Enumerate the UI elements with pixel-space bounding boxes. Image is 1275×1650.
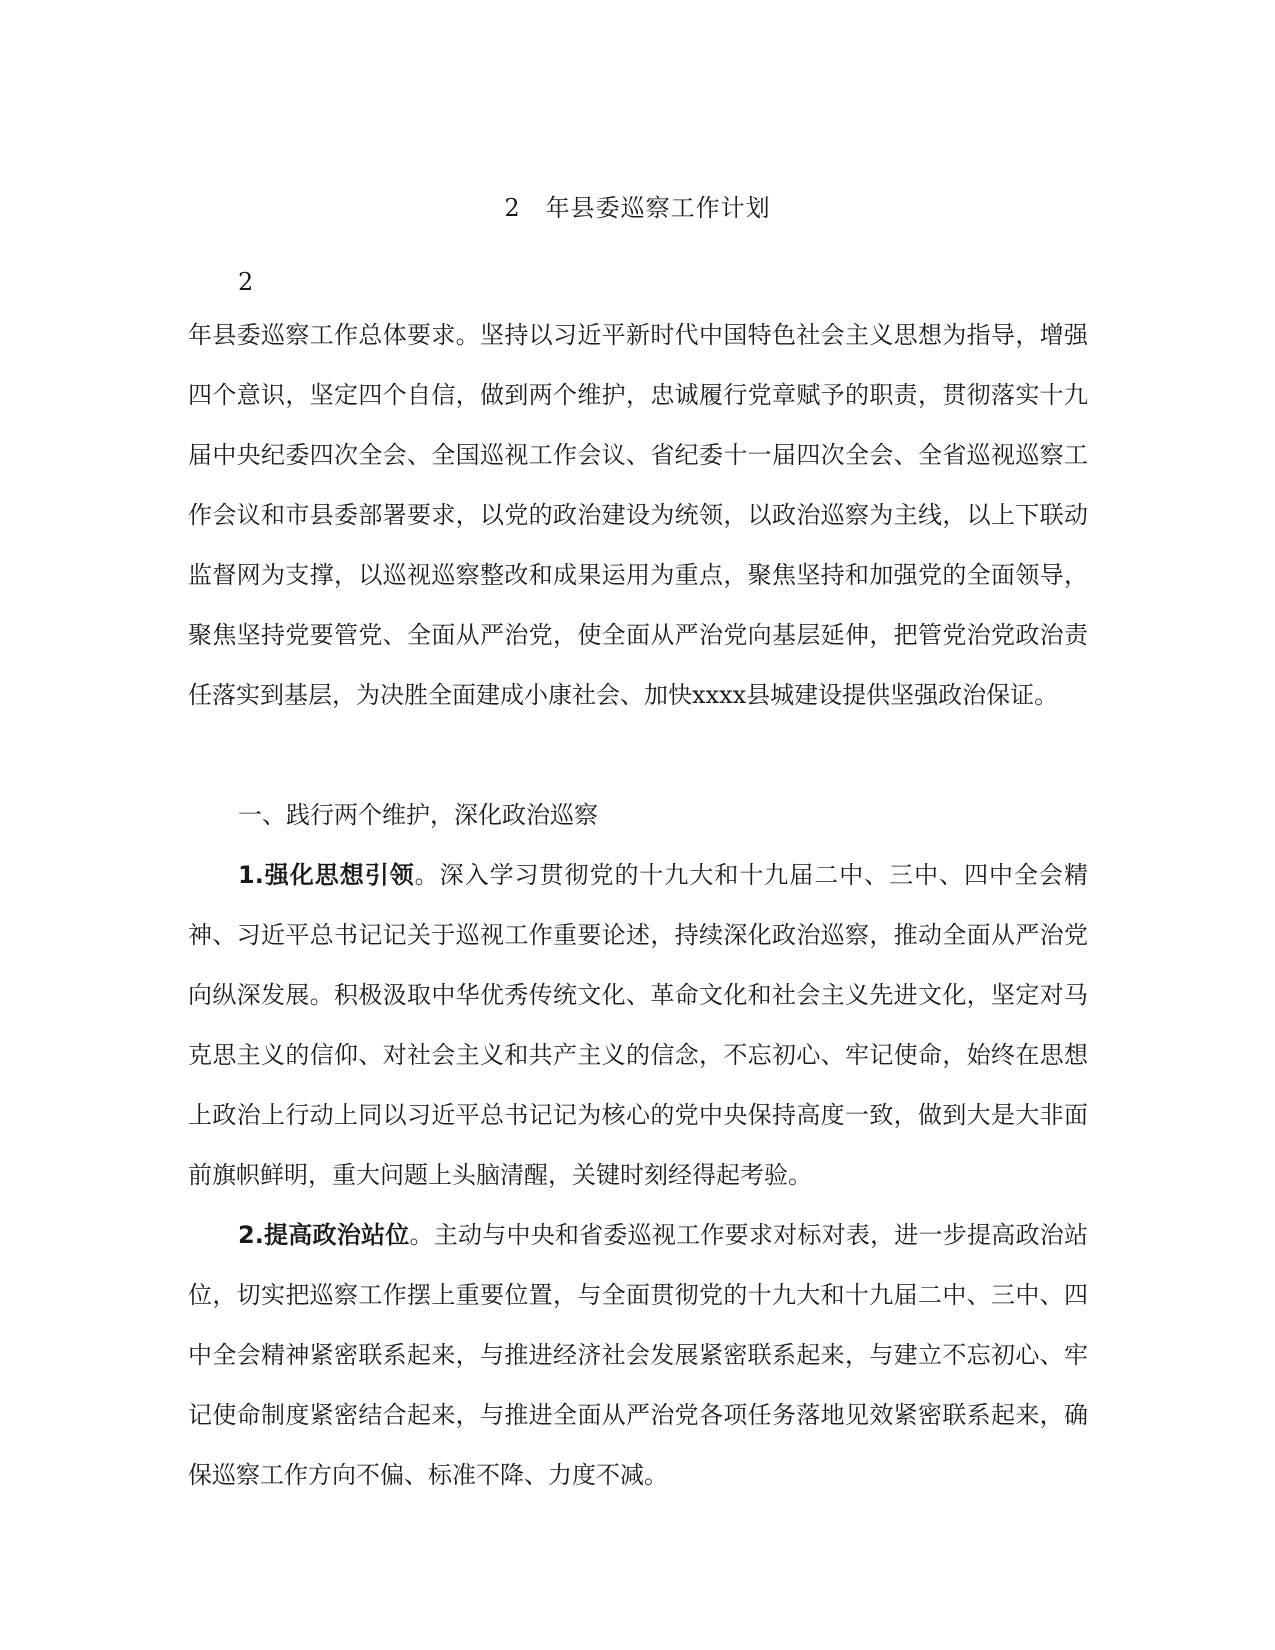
item-text-2: 。主动与中央和省委巡视工作要求对标对表，进一步提高政治站位，切实把巡察工作摆上重要位置，与全面贯彻党的十九大和十九届二中、三中、四中全会精神紧密联系起来，与推进经济社会发展紧密联系起来，与建立不忘初心、牢记使命制度紧密结合起来，与推进全面从严治党各项任务落地见效紧密联系起来，确保巡察工作方向不偏、标准不降、力度不减。 (188, 1221, 1088, 1489)
item-text-1: 。深入学习贯彻党的十九大和十九届二中、三中、四中全会精神、习近平总书记记关于巡视工作重要论述，持续深化政治巡察，推动全面从严治党向纵深发展。积极汲取中华优秀传统文化、革命文化和社会主义先进文化，坚定对马克思主义的信仰、对社会主义和共产主义的信念，不忘初心、牢记使命，始终在思想上政治上行动上同以习近平总书记记为核心的党中央保持高度一致，做到大是大非面前旗帜鲜明，重大问题上头脑清醒，关键时刻经得起考验。 (188, 861, 1088, 1189)
item-lead-1: 1.强化思想引领 (238, 861, 415, 889)
year-fragment: 2 (238, 268, 254, 296)
item-paragraph-2 (188, 1205, 1088, 1505)
document-title: 2 年县委巡察工作计划 (504, 194, 771, 222)
section-heading: 一、践行两个维护，深化政治巡察 (238, 801, 598, 829)
intro-paragraph: 年县委巡察工作总体要求。坚持以习近平新时代中国特色社会主义思想为指导，增强四个意识，坚定四个自信，做到两个维护，忠诚履行党章赋予的职责，贯彻落实十九届中央纪委四次全会、全国巡视工作会议、省纪委十一届四次全会、全省巡视巡察工作会议和市县委部署要求，以党的政治建设为统领，以政治巡察为主线，以上下联动监督网为支撑，以巡视巡察整改和成果运用为重点，聚焦坚持和加强党的全面领导，聚焦坚持党要管党、全面从严治党，使全面从严治党向基层延伸，把管党治党政治责任落实到基层，为决胜全面建成小康社会、加快xxxx县城建设提供坚强政治保证。 (188, 321, 1088, 709)
item-lead-2: 2.提高政治站位 (238, 1221, 410, 1249)
item-paragraph-1 (188, 845, 1088, 1205)
